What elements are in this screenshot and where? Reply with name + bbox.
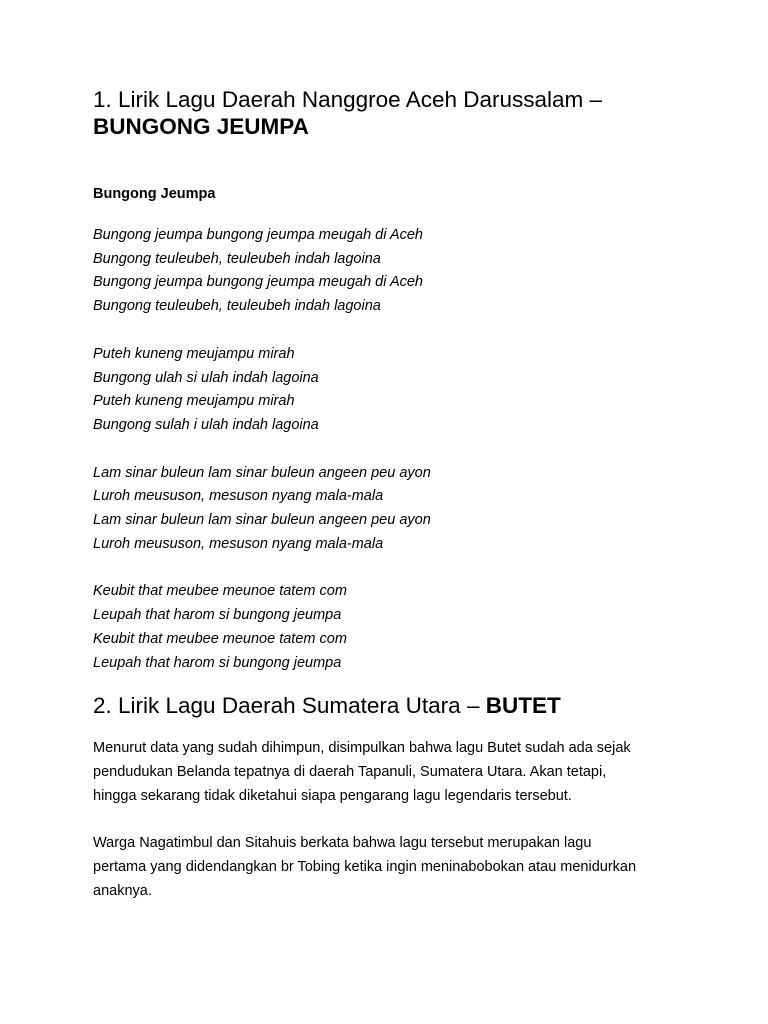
lyric-line: Bungong teuleubeh, teuleubeh indah lagoina xyxy=(93,298,381,315)
lyric-line: Lam sinar buleun lam sinar buleun angeen peu ayon xyxy=(93,464,431,481)
lyric-line: Puteh kuneng meujampu mirah xyxy=(93,345,295,362)
lyrics-stanza xyxy=(93,224,693,319)
section-2-heading xyxy=(93,692,561,719)
paragraph-line: hingga sekarang tidak diketahui siapa pengarang lagu legendaris tersebut. xyxy=(93,788,572,804)
paragraph-line: pertama yang didendangkan br Tobing ketika ingin meninabobokan atau menidurkan xyxy=(93,859,637,875)
lyric-line: Leupah that harom si bungong jeumpa xyxy=(93,607,342,624)
lyric-line: Bungong teuleubeh, teuleubeh indah lagoina xyxy=(93,250,381,267)
lyric-line: Bungong jeumpa bungong jeumpa meugah di Aceh xyxy=(93,274,423,291)
body-paragraph xyxy=(93,736,693,808)
lyric-line: Bungong ulah si ulah indah lagoina xyxy=(93,369,319,386)
lyrics-stanza xyxy=(93,343,693,438)
lyric-line: Luroh meususon, mesuson nyang mala-mala xyxy=(93,488,384,505)
body-paragraph xyxy=(93,831,693,903)
section-2-heading-title: BUTET xyxy=(485,693,561,718)
section-1-heading-title: BUNGONG JEUMPA xyxy=(93,114,309,139)
lyric-line: Lam sinar buleun lam sinar buleun angeen peu ayon xyxy=(93,512,431,529)
section-1-heading-prefix: 1. Lirik Lagu Daerah Nanggroe Aceh Darussalam – xyxy=(93,87,603,112)
lyric-line: Keubit that meubee meunoe tatem com xyxy=(93,583,347,600)
section-1-heading xyxy=(93,86,713,140)
lyric-line: Bungong sulah i ulah indah lagoina xyxy=(93,416,319,433)
lyric-line: Bungong jeumpa bungong jeumpa meugah di Aceh xyxy=(93,227,423,243)
lyrics xyxy=(93,224,693,699)
lyrics-stanza xyxy=(93,580,693,675)
section-2-heading-prefix: 2. Lirik Lagu Daerah Sumatera Utara – xyxy=(93,693,480,718)
song-title: Bungong Jeumpa xyxy=(93,186,216,202)
paragraph-line: anaknya. xyxy=(93,883,152,899)
lyric-line: Leupah that harom si bungong jeumpa xyxy=(93,654,342,671)
paragraph-line: Menurut data yang sudah dihimpun, disimpulkan bahwa lagu Butet sudah ada sejak xyxy=(93,740,631,756)
lyric-line: Keubit that meubee meunoe tatem com xyxy=(93,630,347,647)
lyric-line: Puteh kuneng meujampu mirah xyxy=(93,393,295,410)
paragraph-line: pendudukan Belanda tepatnya di daerah Tapanuli, Sumatera Utara. Akan tetapi, xyxy=(93,764,607,780)
lyric-line: Luroh meususon, mesuson nyang mala-mala xyxy=(93,535,384,552)
paragraph-line: Warga Nagatimbul dan Sitahuis berkata bahwa lagu tersebut merupakan lagu xyxy=(93,835,592,851)
lyrics-stanza xyxy=(93,462,693,557)
